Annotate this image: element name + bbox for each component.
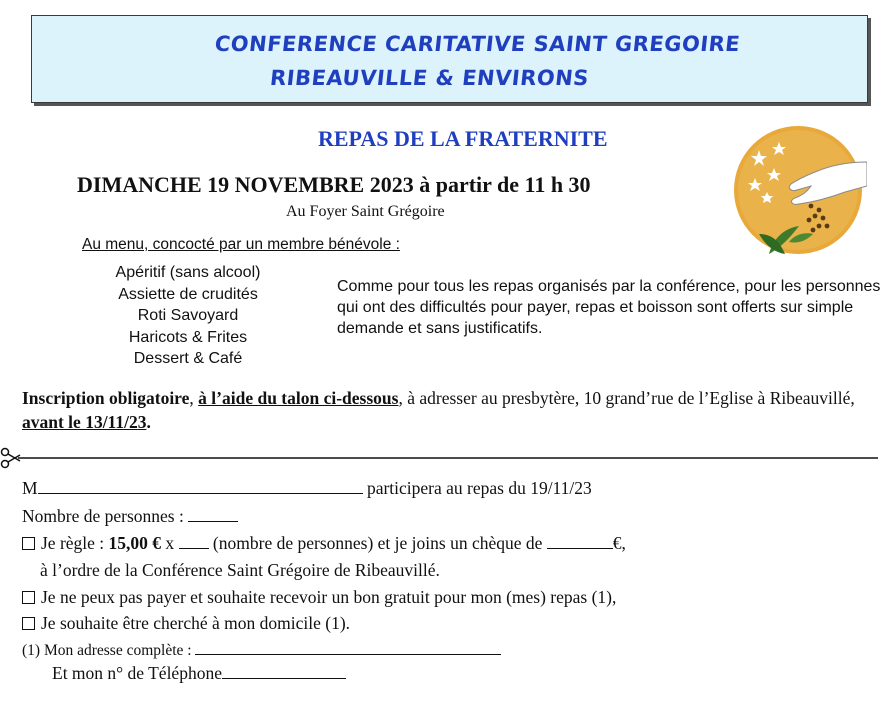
menu-item: Dessert & Café [133, 350, 243, 367]
registration-deadline: avant le 13/11/23 [22, 412, 147, 432]
free-meal-note: Comme pour tous les repas organisés par la conférence, pour les personnes qui ont des difficultés pour payer, repas et boisson sont offerts sur simple demande et sans justificatifs. [337, 278, 881, 337]
event-place: Au Foyer Saint Grégoire [286, 203, 445, 220]
header-banner [31, 15, 868, 103]
persons-multiplier-field[interactable] [179, 534, 209, 549]
registration-address: , à adresser au presbytère, 10 grand’rue de l’Eglise à Ribeauvillé, [398, 388, 855, 408]
header-title-line2: RIBEAUVILLE & ENVIRONS [268, 66, 591, 90]
header-title-line1: CONFERENCE CARITATIVE SAINT GREGOIRE [213, 32, 742, 56]
persons-count-field[interactable] [188, 507, 238, 522]
pay-checkbox[interactable] [22, 537, 35, 550]
phone-field[interactable] [222, 664, 346, 679]
menu-intro: Au menu, concocté par un membre bénévole : [82, 236, 400, 253]
form-pickup-line: Je souhaite être cherché à mon domicile (1). [22, 613, 350, 634]
event-date: DIMANCHE 19 NOVEMBRE 2023 à partir de 11 h 30 [77, 172, 591, 197]
charity-logo-image [729, 122, 867, 258]
registration-coupon-note: à l’aide du talon ci-dessous [198, 388, 399, 408]
menu-item: Roti Savoyard [137, 307, 239, 324]
registration-instructions [22, 386, 872, 434]
menu-item: Apéritif (sans alcool) [115, 264, 261, 281]
menu-list [90, 262, 286, 370]
form-name-line: M participera au repas du 19/11/23 [22, 478, 592, 498]
event-title: REPAS DE LA FRATERNITE [318, 126, 608, 151]
form-pay-line: Je règle : 15,00 € x (nombre de personnes) et je joins un chèque de €, [22, 533, 626, 554]
cut-line [0, 446, 887, 470]
form-persons-line: Nombre de personnes : [22, 506, 238, 527]
form-order-line: à l’ordre de la Conférence Saint Grégoire de Ribeauvillé. [40, 560, 440, 580]
registration-sep: , [189, 388, 199, 408]
form-address-line: (1) Mon adresse complète : [22, 640, 501, 660]
pickup-checkbox[interactable] [22, 617, 35, 630]
name-field[interactable] [38, 479, 363, 494]
registration-end: . [146, 412, 151, 432]
registration-required: Inscription obligatoire [22, 388, 190, 408]
scissors-icon [2, 449, 21, 468]
menu-item: Haricots & Frites [128, 328, 248, 346]
cheque-amount-field[interactable] [547, 534, 613, 549]
free-meal-checkbox[interactable] [22, 591, 35, 604]
meal-price: 15,00 € [108, 533, 162, 553]
address-field[interactable] [195, 640, 501, 655]
menu-item: Assiette de crudités [118, 285, 258, 303]
form-phone-line: Et mon n° de Téléphone [52, 663, 346, 684]
form-free-line: Je ne peux pas payer et souhaite recevoir un bon gratuit pour mon (mes) repas (1), [22, 587, 616, 608]
